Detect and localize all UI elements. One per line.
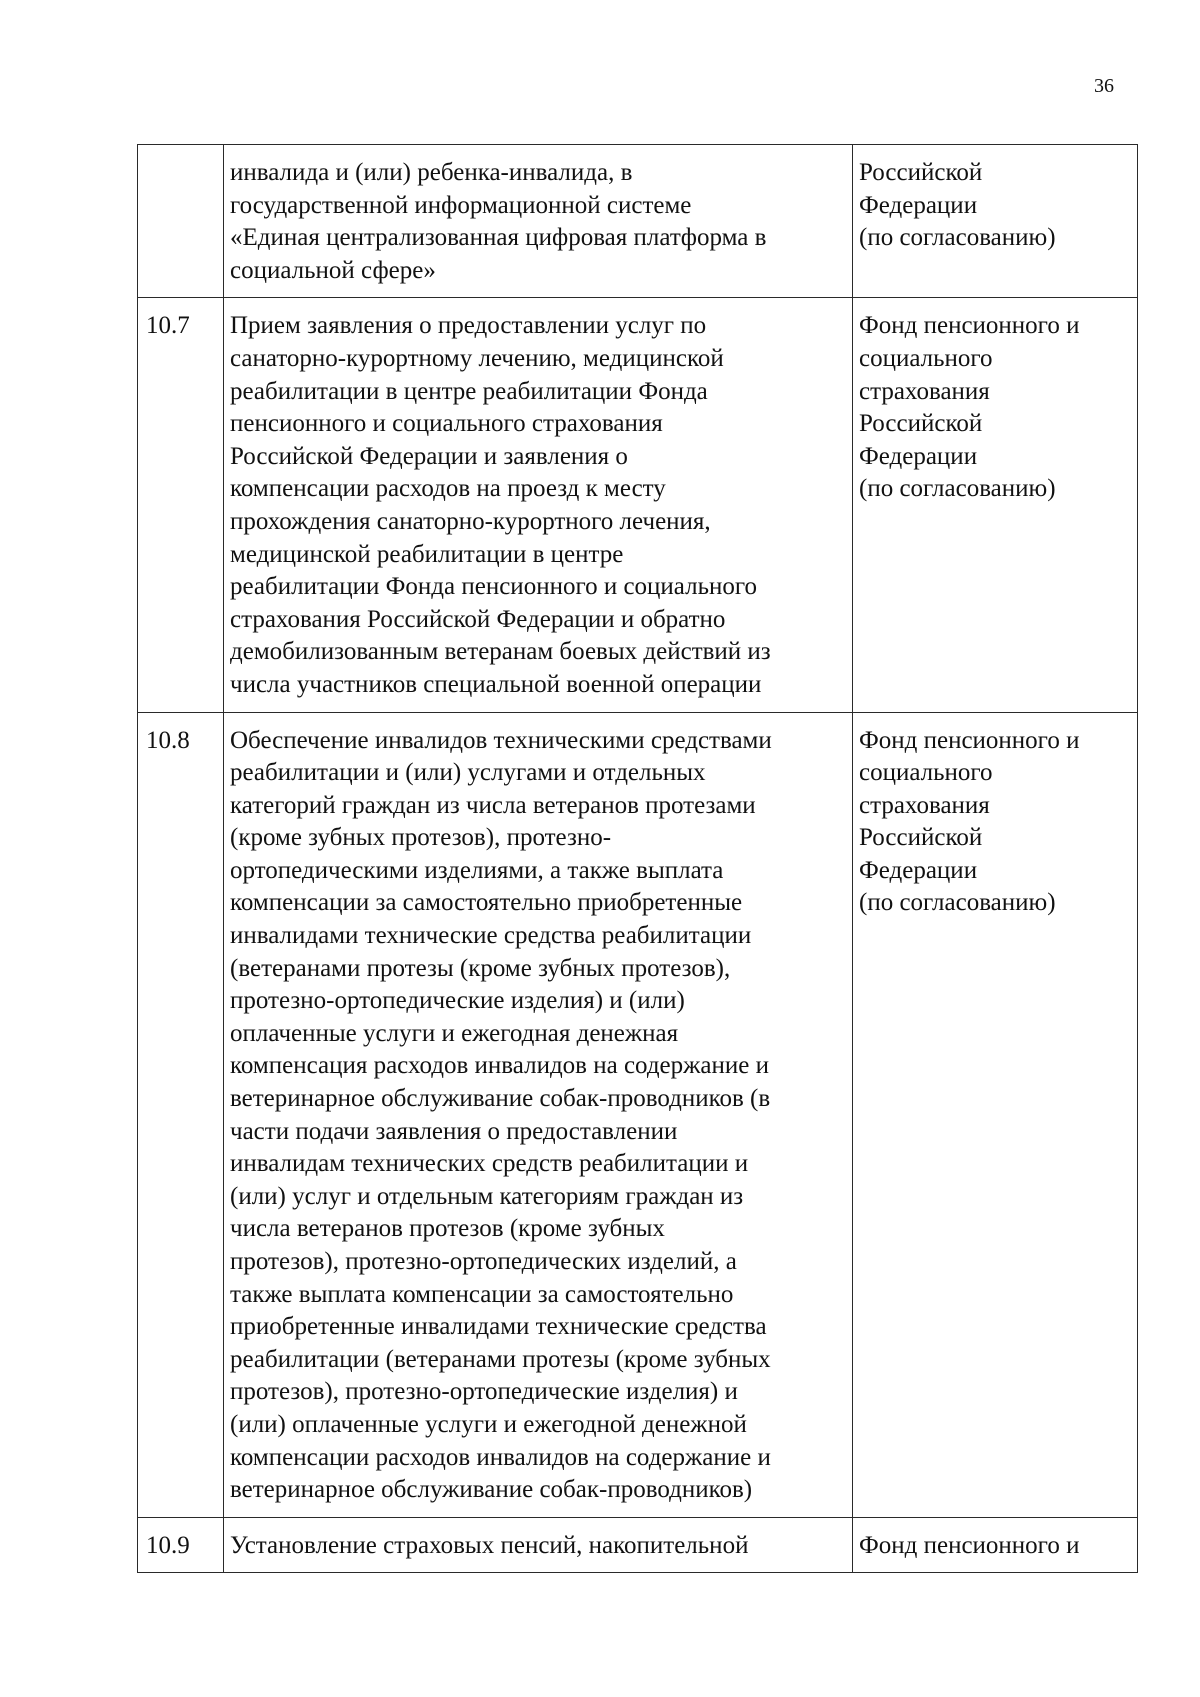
row-organization-cell — [853, 298, 1138, 712]
organization-line: Российской — [859, 159, 983, 186]
description-line: реабилитации (ветеранами протезы (кроме зубных — [230, 1345, 771, 1373]
description-line: (ветеранами протезы (кроме зубных протезов), — [230, 954, 731, 982]
description-line: демобилизованным ветеранам боевых действий из — [230, 638, 771, 666]
table-body — [138, 145, 1138, 1573]
description-line: Обеспечение инвалидов техническими средствами — [230, 726, 772, 754]
table-row — [138, 145, 1138, 298]
description-line: ветеринарное обслуживание собак-проводников) — [230, 1476, 753, 1504]
description-line: инвалида и (или) ребенка-инвалида, в — [230, 159, 633, 186]
description-line: части подачи заявления о предоставлении — [230, 1117, 678, 1145]
description-line: реабилитации в центре реабилитации Фонда — [230, 377, 708, 405]
row-organization-cell — [853, 712, 1138, 1517]
description-line: ветеринарное обслуживание собак-проводников (в — [230, 1085, 771, 1113]
description-line: компенсации за самостоятельно приобретенные — [230, 889, 743, 917]
organization-line: Федерации — [859, 856, 978, 884]
table-row — [138, 1517, 1138, 1573]
row-number-cell — [138, 712, 224, 1517]
organization-line: (по согласованию) — [859, 224, 1056, 252]
description-line: категорий граждан из числа ветеранов протезами — [230, 791, 756, 819]
row-number-cell — [138, 298, 224, 712]
description-line: государственной информационной системе — [230, 191, 692, 219]
organization-line: (по согласованию) — [859, 475, 1056, 503]
description-line: компенсации расходов инвалидов на содержание и — [230, 1443, 771, 1471]
row-description-cell — [224, 1517, 853, 1573]
row-organization-cell — [853, 1517, 1138, 1573]
description-line: числа ветеранов протезов (кроме зубных — [230, 1215, 665, 1243]
description-line: также выплата компенсации за самостоятельно — [230, 1280, 734, 1308]
row-number-cell — [138, 1517, 224, 1573]
description-line: ортопедическими изделиями, а также выплата — [230, 856, 724, 884]
row-description-cell — [224, 145, 853, 298]
organization-line: страхования — [859, 377, 990, 405]
description-line: страхования Российской Федерации и обратно — [230, 605, 726, 633]
row-description-cell — [224, 298, 853, 712]
description-line: (кроме зубных протезов), протезно- — [230, 824, 612, 852]
description-line: протезов), протезно-ортопедические изделия) и — [230, 1378, 738, 1406]
description-line: протезно-ортопедические изделия) и (или) — [230, 987, 685, 1015]
description-line: компенсация расходов инвалидов на содержание и — [230, 1052, 769, 1080]
description-line: приобретенные инвалидами технические средства — [230, 1313, 767, 1341]
table-row — [138, 712, 1138, 1517]
organization-line: Российской — [859, 824, 983, 852]
description-line: (или) услуг и отдельным категориям граждан из — [230, 1182, 744, 1210]
organization-line: социального — [859, 344, 993, 372]
description-line: санаторно-курортному лечению, медицинской — [230, 344, 724, 372]
row-organization-cell — [853, 145, 1138, 298]
measures-table — [137, 144, 1138, 1573]
description-line: инвалидами технические средства реабилитации — [230, 922, 752, 950]
row-number: 10.8 — [146, 726, 190, 754]
row-number: 10.9 — [146, 1531, 190, 1559]
description-line: инвалидам технических средств реабилитации и — [230, 1150, 749, 1178]
row-number-cell — [138, 145, 224, 298]
organization-line: Российской — [859, 410, 983, 438]
page-number: 36 — [1094, 75, 1114, 97]
organization-line: Фонд пенсионного и — [859, 1531, 1080, 1559]
description-line: компенсации расходов на проезд к месту — [230, 475, 666, 503]
description-line: (или) оплаченные услуги и ежегодной денежной — [230, 1410, 747, 1438]
organization-line: Федерации — [859, 191, 978, 219]
description-line: реабилитации Фонда пенсионного и социального — [230, 573, 758, 601]
table-row — [138, 298, 1138, 712]
description-line: Установление страховых пенсий, накопительной — [230, 1531, 749, 1559]
description-line: медицинской реабилитации в центре — [230, 540, 624, 568]
organization-line: Фонд пенсионного и — [859, 312, 1080, 340]
organization-line: социального — [859, 759, 993, 787]
organization-line: Федерации — [859, 442, 978, 470]
description-line: социальной сфере» — [230, 256, 436, 284]
organization-line: Фонд пенсионного и — [859, 726, 1080, 754]
description-line: прохождения санаторно-курортного лечения, — [230, 507, 711, 535]
description-line: Прием заявления о предоставлении услуг по — [230, 312, 707, 340]
organization-line: страхования — [859, 791, 990, 819]
organization-line: (по согласованию) — [859, 889, 1056, 917]
row-number: 10.7 — [146, 312, 190, 340]
description-line: «Единая централизованная цифровая платформа в — [230, 224, 767, 252]
description-line: оплаченные услуги и ежегодная денежная — [230, 1019, 679, 1047]
description-line: числа участников специальной военной операции — [230, 670, 762, 698]
description-line: Российской Федерации и заявления о — [230, 442, 628, 470]
description-line: пенсионного и социального страхования — [230, 410, 663, 438]
description-line: протезов), протезно-ортопедических изделий, а — [230, 1248, 737, 1275]
description-line: реабилитации и (или) услугами и отдельных — [230, 759, 706, 787]
row-description-cell — [224, 712, 853, 1517]
